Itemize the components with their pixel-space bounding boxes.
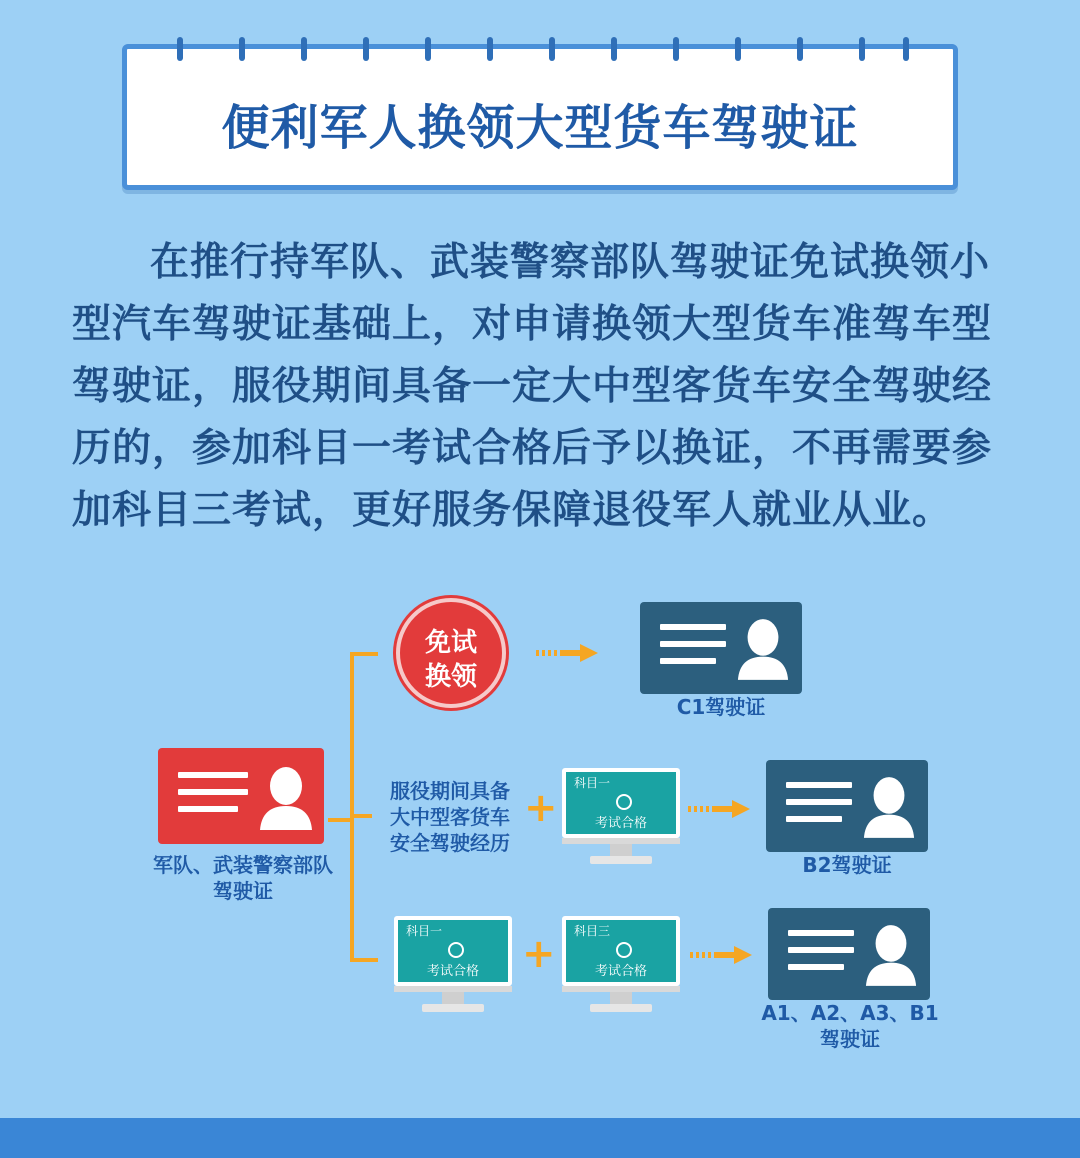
result-a-line1: A1、A2、A3、B1 — [761, 1001, 939, 1025]
bottom-bar — [0, 1118, 1080, 1158]
ring-icon — [611, 37, 617, 61]
page-title: 便利军人换领大型货车驾驶证 — [221, 100, 859, 156]
body-paragraph: 在推行持军队、武装警察部队驾驶证免试换领小型汽车驾驶证基础上，对申请换领大型货车准驾车型驾驶证，服役期间具备一定大中型客货车安全驾驶经历的，参加科目一考试合格后予以换证，不再需要参加科目三考试，更好服务保障退役军人就业从业。 — [72, 240, 993, 533]
ring-icon — [903, 37, 909, 61]
subject-label: 科目三 — [574, 924, 611, 938]
person-icon — [862, 774, 916, 838]
experience-line1: 服役期间具备 — [390, 779, 510, 803]
arrow-icon — [690, 946, 754, 964]
pass-label: 考试合格 — [594, 964, 647, 979]
arrow-icon — [536, 644, 600, 662]
ring-icon — [797, 37, 803, 61]
badge-line2: 换领 — [424, 662, 477, 692]
check-icon — [448, 942, 464, 958]
source-label — [136, 852, 350, 904]
license-card-c1 — [640, 602, 802, 694]
subject-label: 科目一 — [574, 776, 611, 790]
source-label-line2: 驾驶证 — [213, 879, 273, 903]
result-label-c1: C1驾驶证 — [676, 695, 766, 719]
pass-label: 考试合格 — [426, 964, 479, 979]
ring-icon — [673, 37, 679, 61]
result-a-line2: 驾驶证 — [820, 1027, 880, 1051]
result-label-b2: B2驾驶证 — [802, 853, 892, 877]
title-card — [122, 44, 958, 190]
source-label-line1: 军队、武装警察部队 — [153, 853, 333, 877]
check-icon — [616, 794, 632, 810]
ring-icon — [425, 37, 431, 61]
subject-label: 科目一 — [406, 924, 443, 938]
experience-label — [372, 778, 528, 856]
person-icon — [864, 922, 918, 986]
ring-icon — [549, 37, 555, 61]
ring-icon — [301, 37, 307, 61]
arrow-icon — [688, 800, 752, 818]
plus-icon: + — [522, 931, 556, 977]
plus-icon: + — [524, 785, 558, 831]
pass-label: 考试合格 — [594, 816, 647, 831]
process-diagram — [0, 580, 1080, 1080]
experience-line3: 安全驾驶经历 — [390, 831, 510, 855]
ring-icon — [859, 37, 865, 61]
license-card-b2 — [766, 760, 928, 852]
monitor-subject1-pass — [394, 916, 512, 1016]
ring-icon — [239, 37, 245, 61]
experience-line2: 大中型客货车 — [390, 805, 510, 829]
military-license-card — [158, 748, 324, 844]
monitor-subject3-pass — [562, 916, 680, 1016]
check-icon — [616, 942, 632, 958]
ring-icon — [363, 37, 369, 61]
badge-line1: 免试 — [424, 628, 477, 658]
person-icon — [258, 764, 314, 830]
result-label-a — [740, 1000, 960, 1052]
monitor-subject1-pass — [562, 768, 680, 868]
ring-icon — [177, 37, 183, 61]
ring-icon — [735, 37, 741, 61]
person-icon — [736, 616, 790, 680]
ring-icon — [487, 37, 493, 61]
exemption-badge — [396, 598, 506, 708]
license-card-a — [768, 908, 930, 1000]
